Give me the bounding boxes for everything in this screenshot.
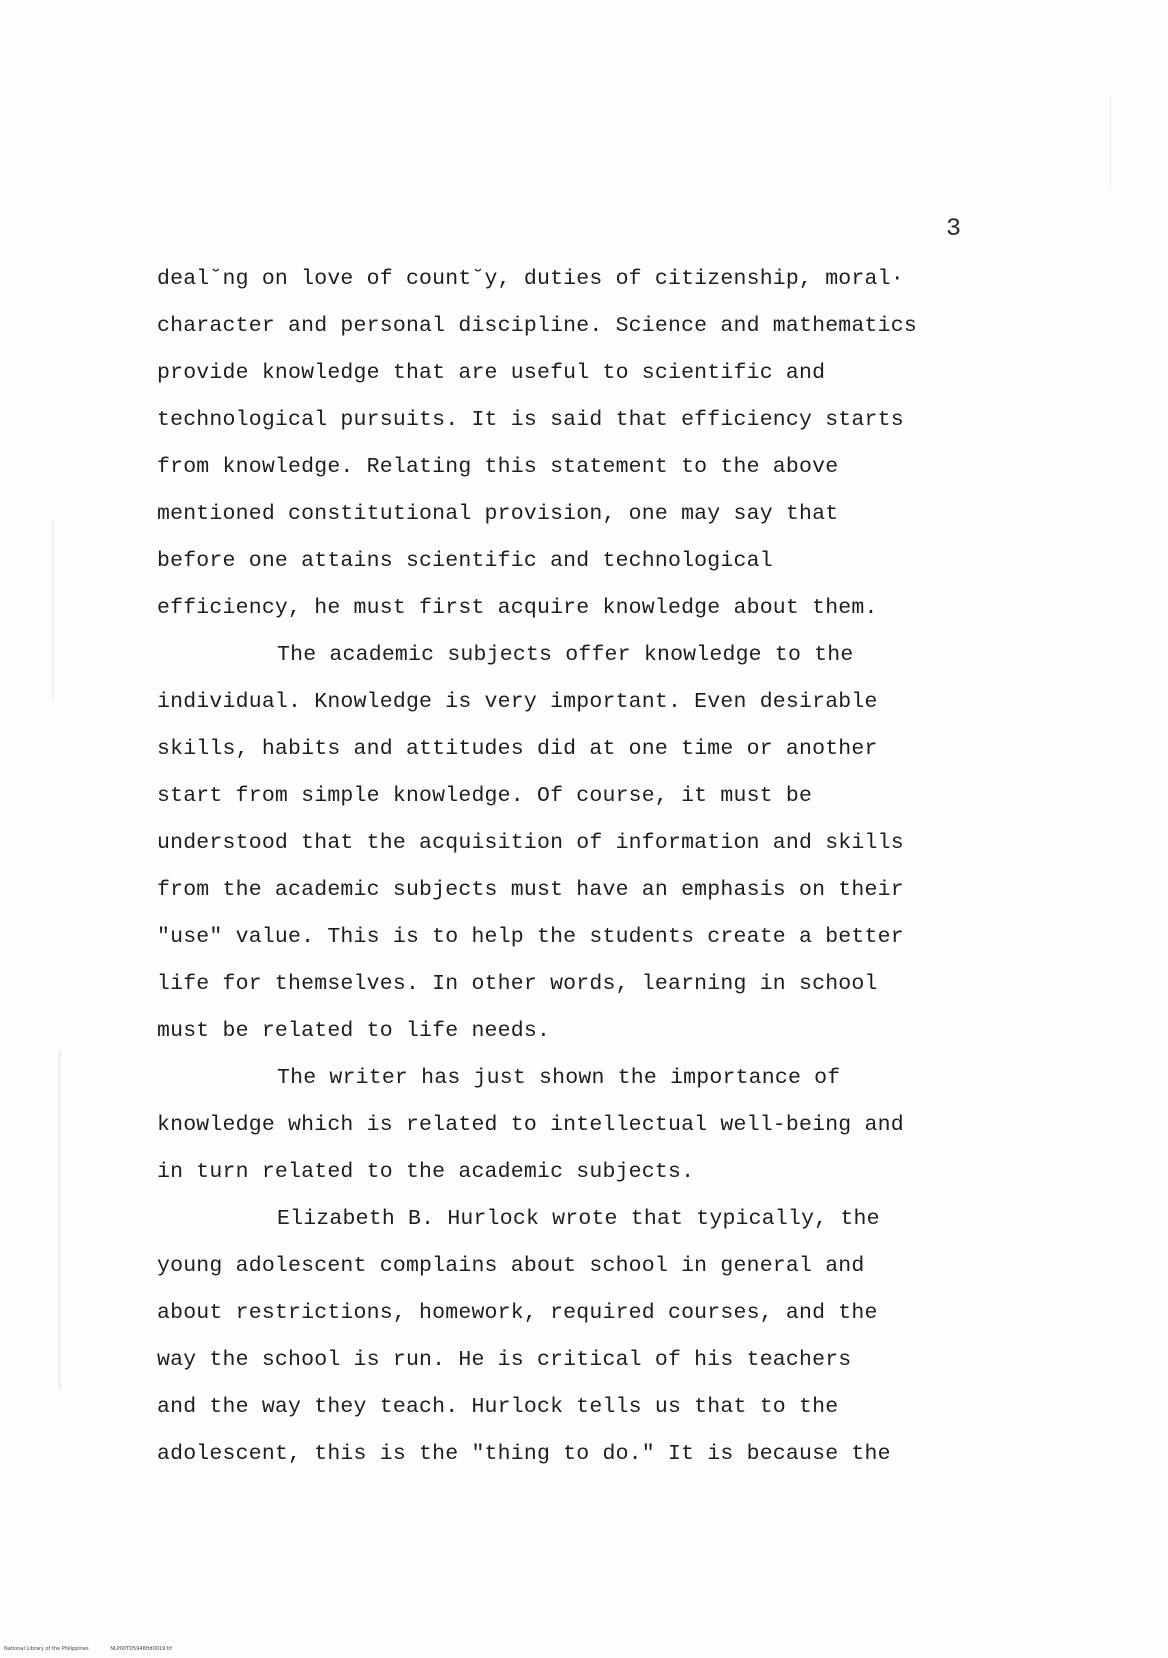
footer-filename: NLP00TD5946ftd0019.tif [110, 1646, 172, 1652]
text-line: The writer has just shown the importance of [277, 1066, 841, 1090]
text-line: and the way they teach. Hurlock tells us that to the [157, 1395, 839, 1419]
text-line: understood that the acquisition of information and skills [157, 831, 904, 855]
text-line: Elizabeth B. Hurlock wrote that typically, the [277, 1207, 880, 1231]
text-line: mentioned constitutional provision, one may say that [157, 502, 839, 526]
text-line: deal˘ng on love of count˘y, duties of citizenship, moral· [157, 267, 904, 291]
text-line: before one attains scientific and technological [157, 549, 773, 573]
scan-speckle [52, 520, 54, 700]
scan-speckle [58, 1050, 61, 1390]
text-line: technological pursuits. It is said that efficiency starts [157, 408, 904, 432]
text-line: adolescent, this is the "thing to do." It is because the [157, 1442, 891, 1466]
text-line: knowledge which is related to intellectual well-being and [157, 1113, 904, 1137]
page-number: 3 [946, 214, 962, 243]
text-line: individual. Knowledge is very important. Even desirable [157, 690, 878, 714]
text-line: in turn related to the academic subjects. [157, 1160, 695, 1184]
scan-speckle [1110, 95, 1111, 190]
text-line: way the school is run. He is critical of his teachers [157, 1348, 852, 1372]
paragraph-2 [157, 632, 997, 1055]
scan-footer [4, 1646, 192, 1652]
text-line: start from simple knowledge. Of course, it must be [157, 784, 813, 808]
text-line: character and personal discipline. Science and mathematics [157, 314, 917, 338]
text-line: provide knowledge that are useful to scientific and [157, 361, 826, 385]
text-line: "use" value. This is to help the students create a better [157, 925, 904, 949]
text-line: efficiency, he must first acquire knowledge about them. [157, 596, 878, 620]
text-line: from the academic subjects must have an emphasis on their [157, 878, 904, 902]
text-line: from knowledge. Relating this statement to the above [157, 455, 839, 479]
text-line: must be related to life needs. [157, 1019, 551, 1043]
paragraph-1 [157, 256, 997, 632]
paragraph-3 [157, 1055, 997, 1196]
text-line: The academic subjects offer knowledge to the [277, 643, 854, 667]
text-line: life for themselves. In other words, learning in school [157, 972, 878, 996]
text-line: skills, habits and attitudes did at one time or another [157, 737, 878, 761]
footer-library: National Library of the Philippines [4, 1646, 89, 1652]
text-line: about restrictions, homework, required courses, and the [157, 1301, 878, 1325]
body-text [157, 256, 997, 1478]
paragraph-4 [157, 1196, 997, 1478]
text-line: young adolescent complains about school in general and [157, 1254, 865, 1278]
